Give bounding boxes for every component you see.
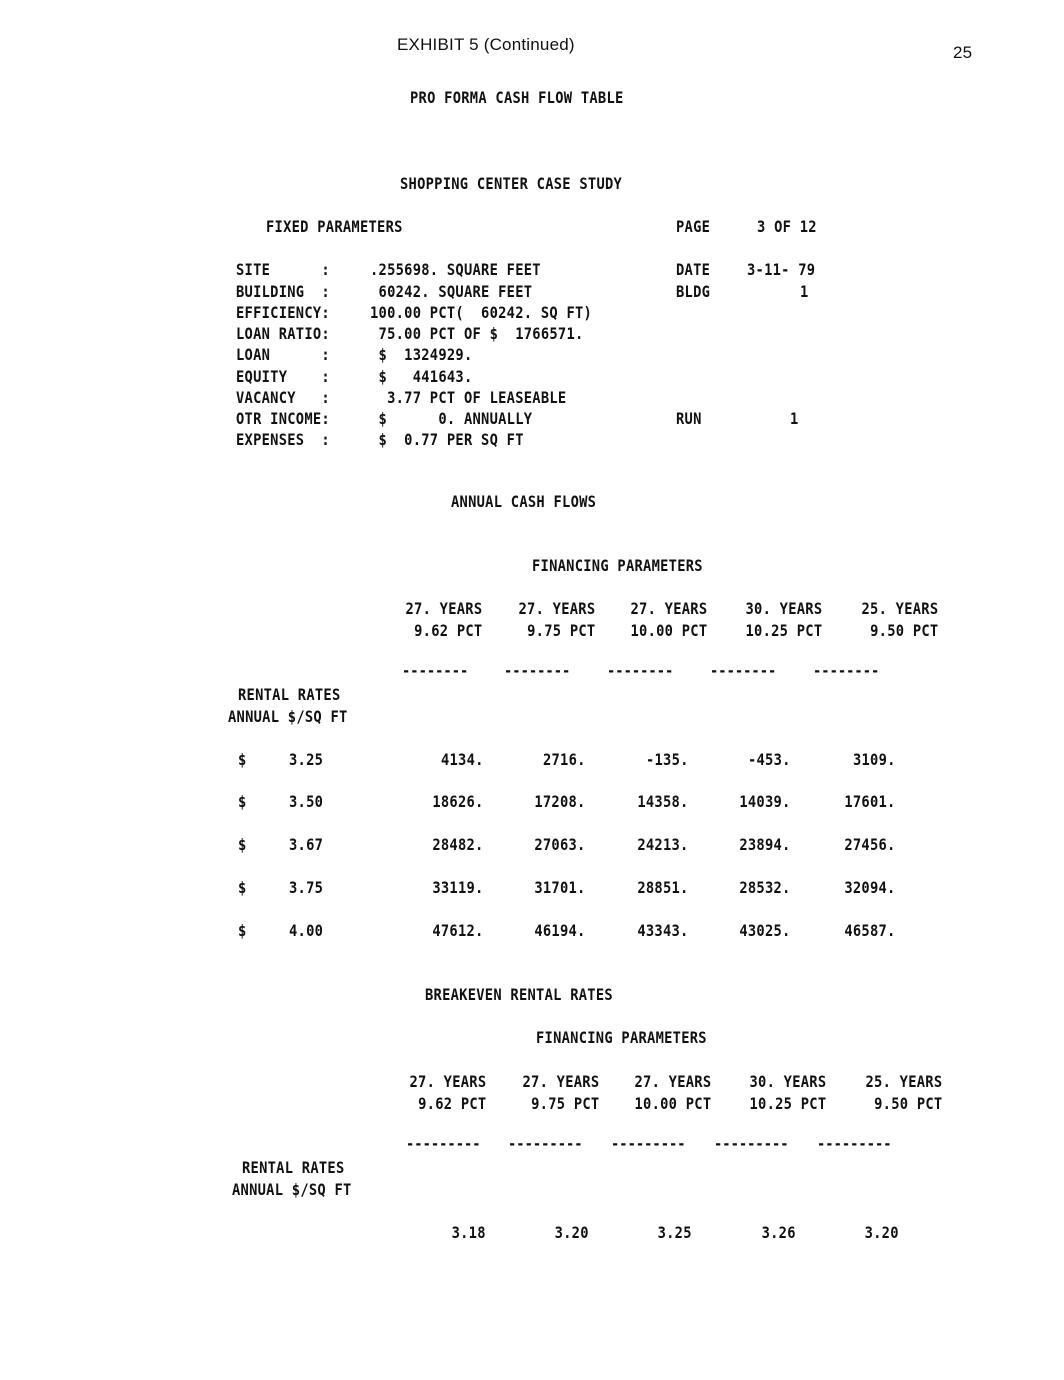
column-years: 30. YEARS	[749, 1072, 826, 1091]
column-rate: 9.62 PCT	[413, 621, 482, 640]
column-rule: --------	[607, 661, 674, 680]
column-rule: ---------	[817, 1134, 892, 1153]
cash-flow-value: 3109.	[853, 750, 896, 769]
document-title: PRO FORMA CASH FLOW TABLE	[410, 88, 624, 107]
column-rule: --------	[402, 661, 469, 680]
cash-flow-value: -135.	[646, 750, 689, 769]
page-label: PAGE	[676, 217, 711, 236]
breakeven-value: 3.20	[864, 1223, 899, 1242]
cash-flow-value: 17208.	[534, 792, 586, 811]
cash-flow-value: -453.	[748, 750, 791, 769]
currency-symbol: $	[238, 750, 247, 769]
column-years: 27. YEARS	[634, 1072, 711, 1091]
column-rule: ---------	[406, 1134, 481, 1153]
page-value: 3 OF 12	[757, 217, 817, 236]
column-rule: ---------	[714, 1134, 789, 1153]
column-rule: --------	[504, 661, 571, 680]
column-rate: 9.62 PCT	[417, 1094, 486, 1113]
param-value: $ 1324929.	[370, 345, 473, 364]
exhibit-label: EXHIBIT 5 (Continued)	[397, 35, 575, 54]
rental-rate: 3.75	[289, 878, 324, 897]
param-label: OTR INCOME:	[236, 409, 330, 428]
column-rate: 10.00 PCT	[630, 621, 707, 640]
column-years: 27. YEARS	[630, 599, 707, 618]
fixed-parameters-heading: FIXED PARAMETERS	[266, 217, 403, 236]
column-rule: --------	[813, 661, 880, 680]
cash-flow-value: 17601.	[844, 792, 896, 811]
cash-flow-value: 31701.	[534, 878, 586, 897]
cash-flow-value: 23894.	[739, 835, 791, 854]
param-value: $ 0. ANNUALLY	[370, 409, 533, 428]
rental-rate: 4.00	[289, 921, 324, 940]
currency-symbol: $	[238, 835, 247, 854]
cash-flow-value: 28482.	[432, 835, 484, 854]
column-rate: 9.75 PCT	[526, 621, 595, 640]
param-label: LOAN :	[236, 345, 330, 364]
column-rate: 10.25 PCT	[749, 1094, 826, 1113]
column-years: 27. YEARS	[409, 1072, 486, 1091]
cash-flow-value: 27063.	[534, 835, 586, 854]
param-value: 75.00 PCT OF $ 1766571.	[370, 324, 584, 343]
cash-flow-value: 47612.	[432, 921, 484, 940]
rental-rates-unit-label: ANNUAL $/SQ FT	[232, 1180, 352, 1199]
rental-rate: 3.50	[289, 792, 324, 811]
currency-symbol: $	[238, 921, 247, 940]
currency-symbol: $	[238, 792, 247, 811]
rental-rates-label: RENTAL RATES	[238, 685, 341, 704]
column-rate: 10.00 PCT	[634, 1094, 711, 1113]
param-value: $ 0.77 PER SQ FT	[370, 430, 524, 449]
cash-flow-value: 4134.	[441, 750, 484, 769]
bldg-value: 1	[800, 282, 809, 301]
breakeven-value: 3.26	[761, 1223, 796, 1242]
param-label: EXPENSES :	[236, 430, 330, 449]
param-label: BUILDING :	[236, 282, 330, 301]
cash-flow-value: 14039.	[739, 792, 791, 811]
param-label: LOAN RATIO:	[236, 324, 330, 343]
param-label: SITE :	[236, 260, 330, 279]
column-years: 30. YEARS	[745, 599, 822, 618]
cash-flow-value: 28851.	[637, 878, 689, 897]
rental-rate: 3.67	[289, 835, 324, 854]
run-value: 1	[790, 409, 799, 428]
currency-symbol: $	[238, 878, 247, 897]
financing-parameters-heading: FINANCING PARAMETERS	[536, 1028, 707, 1047]
column-rate: 10.25 PCT	[745, 621, 822, 640]
param-value: 100.00 PCT( 60242. SQ FT)	[370, 303, 593, 322]
column-rule: --------	[710, 661, 777, 680]
param-value: .255698. SQUARE FEET	[370, 260, 541, 279]
date-label: DATE	[676, 260, 711, 279]
page-number: 25	[953, 43, 973, 62]
param-value: 3.77 PCT OF LEASEABLE	[370, 388, 567, 407]
cash-flow-value: 43343.	[637, 921, 689, 940]
column-years: 25. YEARS	[865, 1072, 942, 1091]
rental-rates-unit-label: ANNUAL $/SQ FT	[228, 707, 348, 726]
document-subtitle: SHOPPING CENTER CASE STUDY	[400, 174, 623, 193]
cash-flow-value: 46194.	[534, 921, 586, 940]
annual-cash-flows-heading: ANNUAL CASH FLOWS	[451, 492, 597, 511]
cash-flow-value: 2716.	[543, 750, 586, 769]
date-value: 3-11- 79	[747, 260, 816, 279]
cash-flow-value: 33119.	[432, 878, 484, 897]
column-rate: 9.50 PCT	[873, 1094, 942, 1113]
param-label: EQUITY :	[236, 367, 330, 386]
cash-flow-value: 28532.	[739, 878, 791, 897]
breakeven-value: 3.20	[554, 1223, 589, 1242]
param-label: EFFICIENCY:	[236, 303, 330, 322]
rental-rate: 3.25	[289, 750, 324, 769]
column-years: 27. YEARS	[405, 599, 482, 618]
param-label: VACANCY :	[236, 388, 330, 407]
cash-flow-value: 24213.	[637, 835, 689, 854]
cash-flow-value: 14358.	[637, 792, 689, 811]
breakeven-value: 3.18	[451, 1223, 486, 1242]
param-value: 60242. SQUARE FEET	[370, 282, 533, 301]
financing-parameters-heading: FINANCING PARAMETERS	[532, 556, 703, 575]
column-years: 27. YEARS	[522, 1072, 599, 1091]
cash-flow-value: 27456.	[844, 835, 896, 854]
breakeven-heading: BREAKEVEN RENTAL RATES	[425, 985, 613, 1004]
run-label: RUN	[676, 409, 702, 428]
breakeven-value: 3.25	[657, 1223, 692, 1242]
param-value: $ 441643.	[370, 367, 473, 386]
column-rule: ---------	[611, 1134, 686, 1153]
bldg-label: BLDG	[676, 282, 711, 301]
rental-rates-label: RENTAL RATES	[242, 1158, 345, 1177]
cash-flow-value: 46587.	[844, 921, 896, 940]
cash-flow-value: 43025.	[739, 921, 791, 940]
column-rate: 9.75 PCT	[530, 1094, 599, 1113]
column-years: 27. YEARS	[518, 599, 595, 618]
column-rule: ---------	[508, 1134, 583, 1153]
column-rate: 9.50 PCT	[869, 621, 938, 640]
column-years: 25. YEARS	[861, 599, 938, 618]
cash-flow-value: 18626.	[432, 792, 484, 811]
cash-flow-value: 32094.	[844, 878, 896, 897]
